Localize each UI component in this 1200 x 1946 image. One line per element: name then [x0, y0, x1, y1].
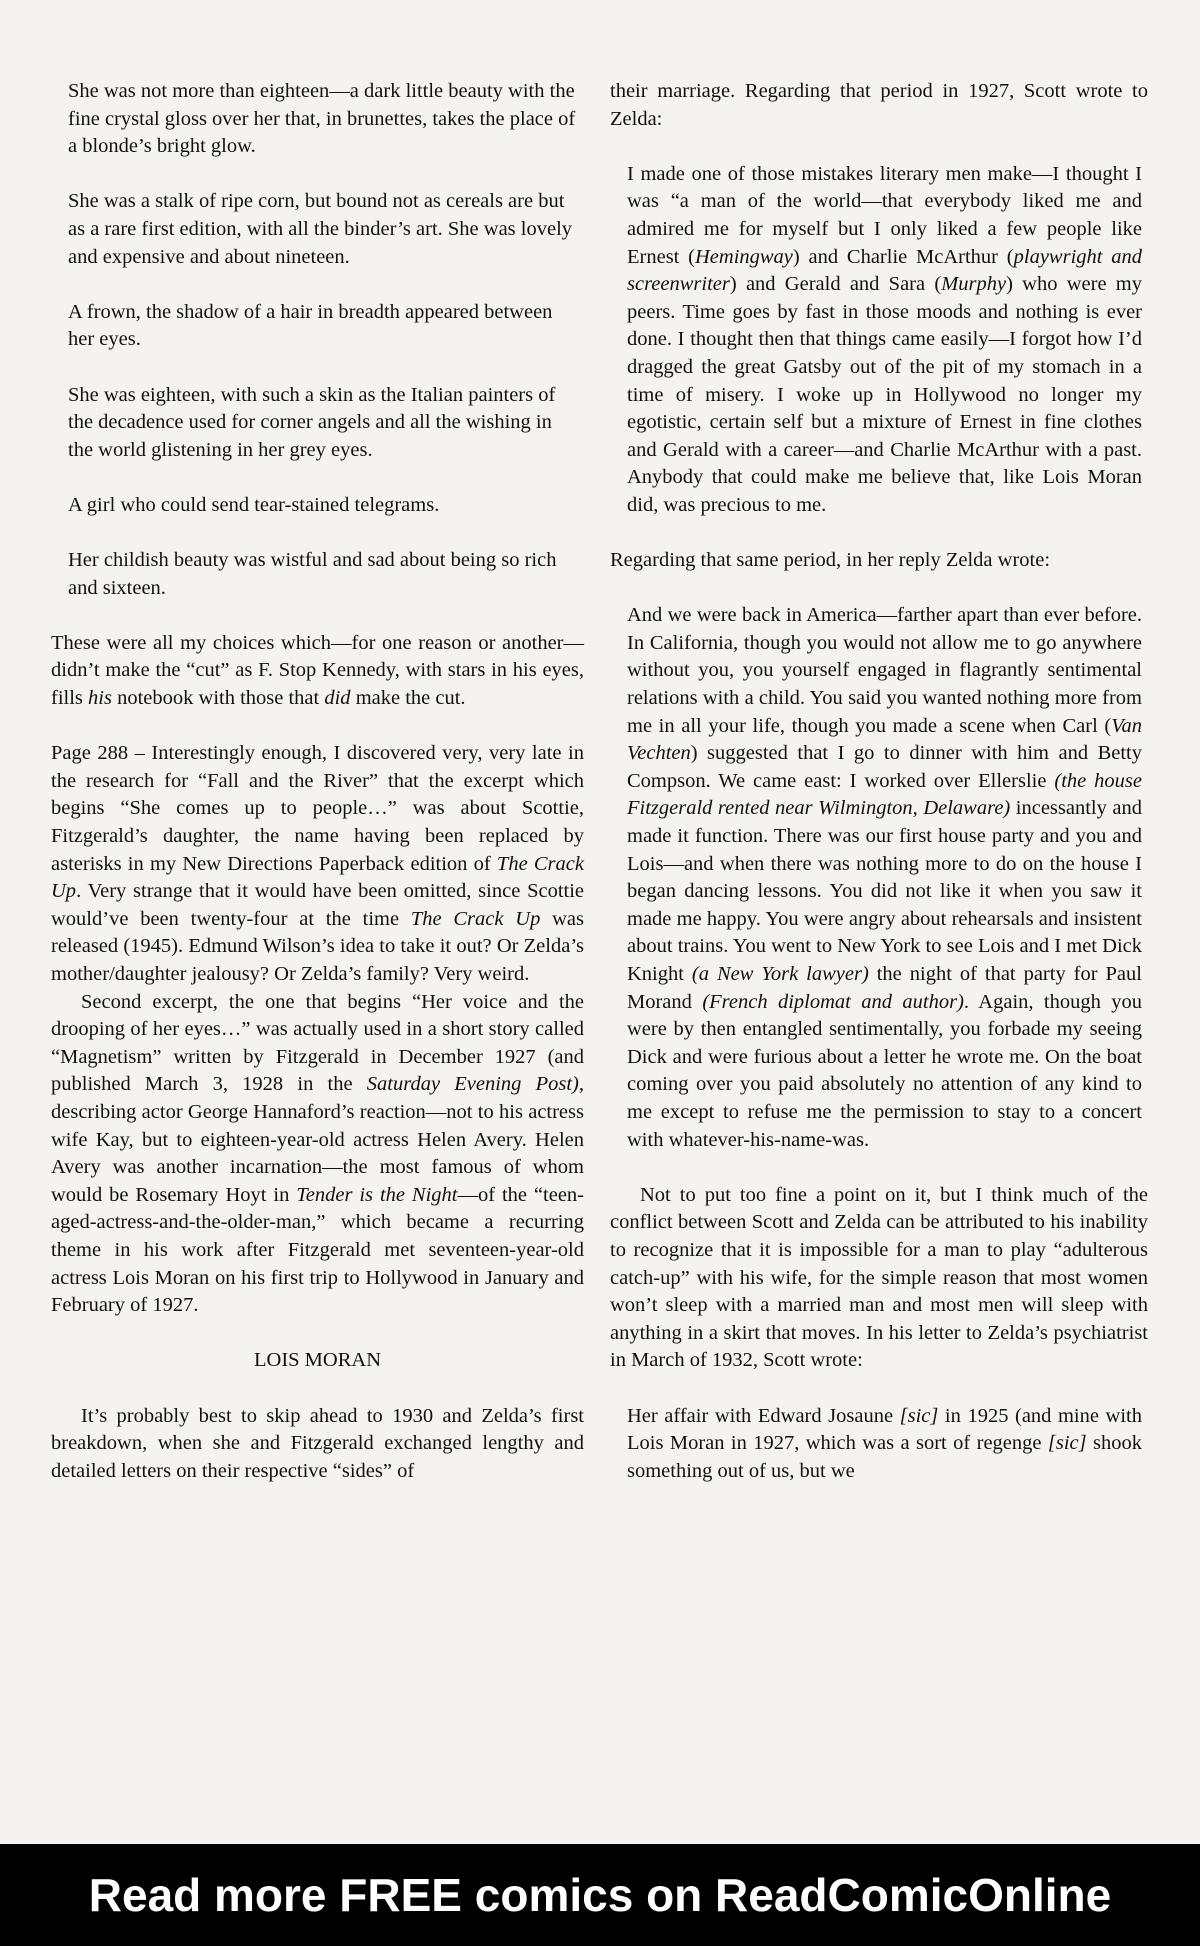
paragraph-second-excerpt: Second excerpt, the one that begins “Her voice and the drooping of her eyes…” was actually used in a short story called “Magnetism” written by Fitzgerald in December 1927 (and published March 3, 1928 in the Saturday Evening Post), describing actor George Hannaford’s reaction—not to his actress wife Kay, but to eighteen-year-old actress Helen Avery. Helen Avery was another incarnation—the most famous of whom would be Rosemary Hoyt in Tender is the Night—of the “teen-aged-actress-and-the-older-man,” which became a recurring theme in his work after Fitzgerald met seventeen-year-old actress Lois Moran on his first trip to Hollywood in January and February of 1927. — [51, 990, 585, 1317]
letter-zelda-reply: And we were back in America—farther apart than ever before. In California, though you would not allow me to go anywhere without you, you yourself engaged in flagrantly sentimental relations with a child. You said you wanted nothing more from me in all your life, though you made a scene when Carl (Van Vechten) suggested that I go to dinner with him and Betty Compson. We came east: I worked over Ellerslie (the house Fitzgerald rented near Wilmington, Delaware) incessantly and made it function. There was our first house party and you and Lois—and when there was nothing more to do on the house I began dancing lessons. You did not like it when you saw it made me happy. You were angry about rehearsals and insistent about trains. You went to New York to see Lois and I met Dick Knight (a New York lawyer) the night of that party for Paul Morand (French diplomat and author). Again, though you were by then entangled sentimentally, you forbade my seeing Dick and were furious about a letter he wrote me. On the boat coming over you paid absolutely no attention of any kind to me except to refuse me the permission to stay to a concert with whatever-his-name-was. — [627, 604, 1143, 1151]
paragraph-skip-ahead: It’s probably best to skip ahead to 1930 and Zelda’s first breakdown, when she and Fitzgerald exchanged lengthy and detailed letters on their respective “sides” of — [51, 1404, 584, 1482]
paragraph-their-marriage: their marriage. Regarding that period in 1927, Scott wrote to Zelda: — [610, 80, 1148, 130]
letter-to-psychiatrist: Her affair with Edward Josaune [sic] in 1925 (and mine with Lois Moran in 1927, which was a sort of regenge [sic] shook something out of us, but we — [627, 1404, 1142, 1482]
paragraph-choices: These were all my choices which—for one reason or another—didn’t make the “cut” as F. Stop Kennedy, with stars in his eyes, fills his notebook with those that did make the cut. — [51, 631, 584, 710]
quote-childish-beauty: Her childish beauty was wistful and sad about being so rich and sixteen. — [68, 549, 557, 599]
paragraph-page-288: Page 288 – Interestingly enough, I discovered very, very late in the research for “Fall and the River” that the excerpt which begins “She comes up to people…” was about Scottie, Fitzgerald’s daughter, the name having been replaced by asterisks in my New Directions Paperback edition of The Crack Up. Very strange that it would have been omitted, since Scottie would’ve been twenty-four at the time The Crack Up was released (1945). Edmund Wilson’s idea to take it out? Or Zelda’s mother/daughter jealousy? Or Zelda’s family? Very weird. — [51, 742, 584, 985]
paragraph-fine-point: Not to put too fine a point on it, but I think much of the conflict between Scott and Zelda can be attributed to his inability to recognize that it is impossible for a man to play “adulterous catch-up” with his wife, for the simple reason that most women won’t sleep with a married man and most men will sleep with anything in a skirt that moves. In his letter to Zelda’s psychiatrist in March of 1932, Scott wrote: — [610, 1183, 1148, 1372]
letter-scott-to-zelda: I made one of those mistakes literary men make—I thought I was “a man of the world—that everybody liked me and admired me for myself but I only liked a few people like Ernest (Hemingway) and Charlie McArthur (playwright and screenwriter) and Gerald and Sara (Murphy) who were my peers. Time goes by fast in those moods and nothing is ever done. I thought then that things came easily—I forgot how I’d dragged the great Gatsby out of the pit of my stomach in a time of misery. I woke up in Hollywood no longer my egotistic, certain self but a mixture of Ernest in fine clothes and Gerald with a career—and Charlie McArthur with a past. Anybody that could make me believe that, like Lois Moran did, was precious to me. — [627, 162, 1142, 516]
paragraph-zelda-reply-intro: Regarding that same period, in her reply Zelda wrote: — [610, 549, 1051, 572]
quote-dark-little-beauty: She was not more than eighteen—a dark little beauty with the fine crystal gloss over her that, in brunettes, takes the place of a blonde’s bright glow. — [68, 80, 576, 158]
quote-tear-stained-telegrams: A girl who could send tear-stained telegrams. — [68, 493, 440, 516]
quote-stalk-of-ripe-corn: She was a stalk of ripe corn, but bound not as cereals are but as a rare first edition, with all the binder’s art. She was lovely and expensive and about nineteen. — [68, 190, 573, 268]
section-heading: LOIS MORAN — [254, 1349, 381, 1372]
left-column — [51, 78, 584, 1485]
read-more-banner[interactable]: Read more FREE comics on ReadComicOnline — [0, 1844, 1200, 1946]
quote-italian-painters: She was eighteen, with such a skin as the Italian painters of the decadence used for corner angels and all the wishing in the world glistening in her grey eyes. — [68, 383, 556, 461]
quote-frown: A frown, the shadow of a hair in breadth appeared between her eyes. — [68, 300, 553, 351]
right-column — [610, 78, 1148, 1485]
